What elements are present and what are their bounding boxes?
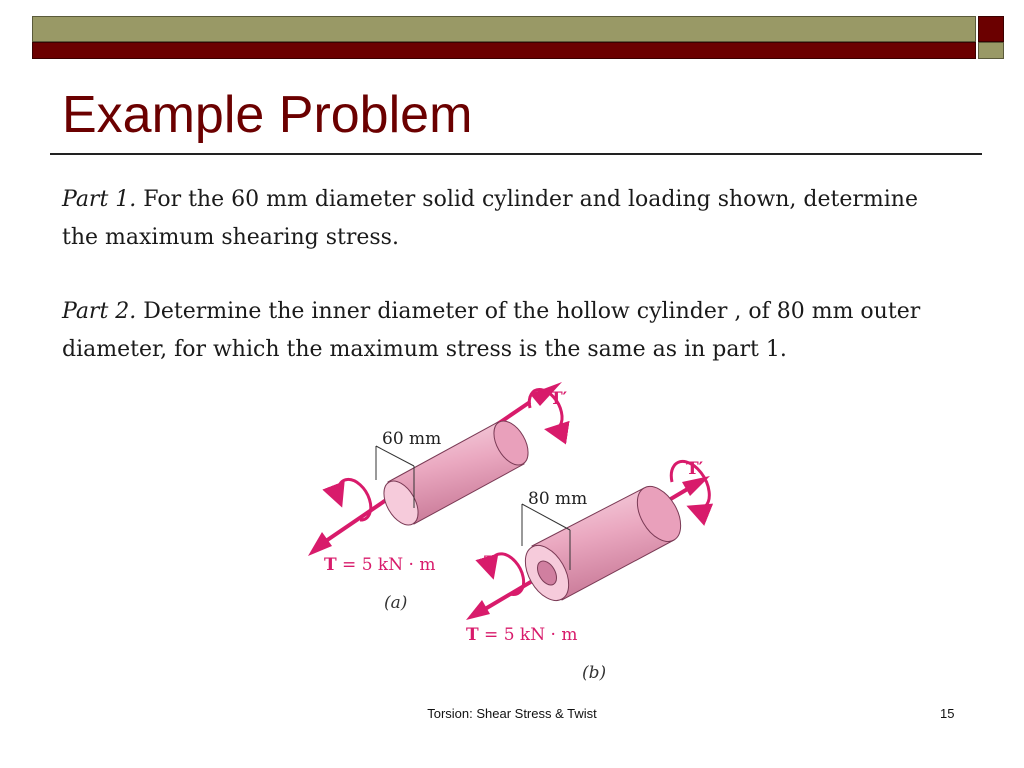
torque-symbol-b: T	[466, 625, 479, 645]
torque-bottom-label-b	[466, 625, 577, 645]
part2-text: Determine the inner diameter of the hollow cylinder , of 80 mm outer diameter, for which the maximum stress is the same as in part 1.	[62, 299, 921, 362]
part1-label: Part 1.	[62, 187, 137, 212]
part1-paragraph	[62, 181, 942, 257]
torque-value-a: = 5 kN · m	[336, 555, 436, 575]
title-divider	[50, 153, 982, 155]
dim-line-a-diag	[376, 446, 414, 466]
header-band-olive	[32, 16, 976, 42]
torque-bottom-label-a	[324, 555, 435, 575]
caption-b: (b)	[582, 663, 607, 683]
torque-top-label-a: T′	[550, 389, 568, 409]
torque-left-label-b: T	[484, 553, 497, 573]
torque-top-label-b: T′	[686, 459, 704, 479]
hollow-cylinder-figure	[466, 459, 710, 683]
diameter-label-a: 60 mm	[382, 429, 442, 449]
torque-value-b: = 5 kN · m	[478, 625, 578, 645]
footer-title: Torsion: Shear Stress & Twist	[427, 706, 597, 721]
caption-a: (a)	[384, 593, 408, 613]
arrowhead-bottom-a	[308, 532, 332, 556]
part2-label: Part 2.	[62, 299, 137, 324]
arrowhead-bottom-b	[466, 600, 490, 620]
part2-paragraph	[62, 293, 942, 369]
corner-square-olive	[978, 42, 1004, 59]
slide-title: Example Problem	[62, 86, 473, 144]
torque-symbol-a: T	[324, 555, 337, 575]
header-band-red	[32, 42, 976, 59]
corner-square-red	[978, 16, 1004, 42]
diameter-label-b: 80 mm	[528, 489, 588, 509]
part1-text: For the 60 mm diameter solid cylinder and loading shown, determine the maximum shearing stress.	[62, 187, 918, 250]
torsion-figure	[300, 380, 740, 690]
page-number: 15	[940, 706, 955, 721]
